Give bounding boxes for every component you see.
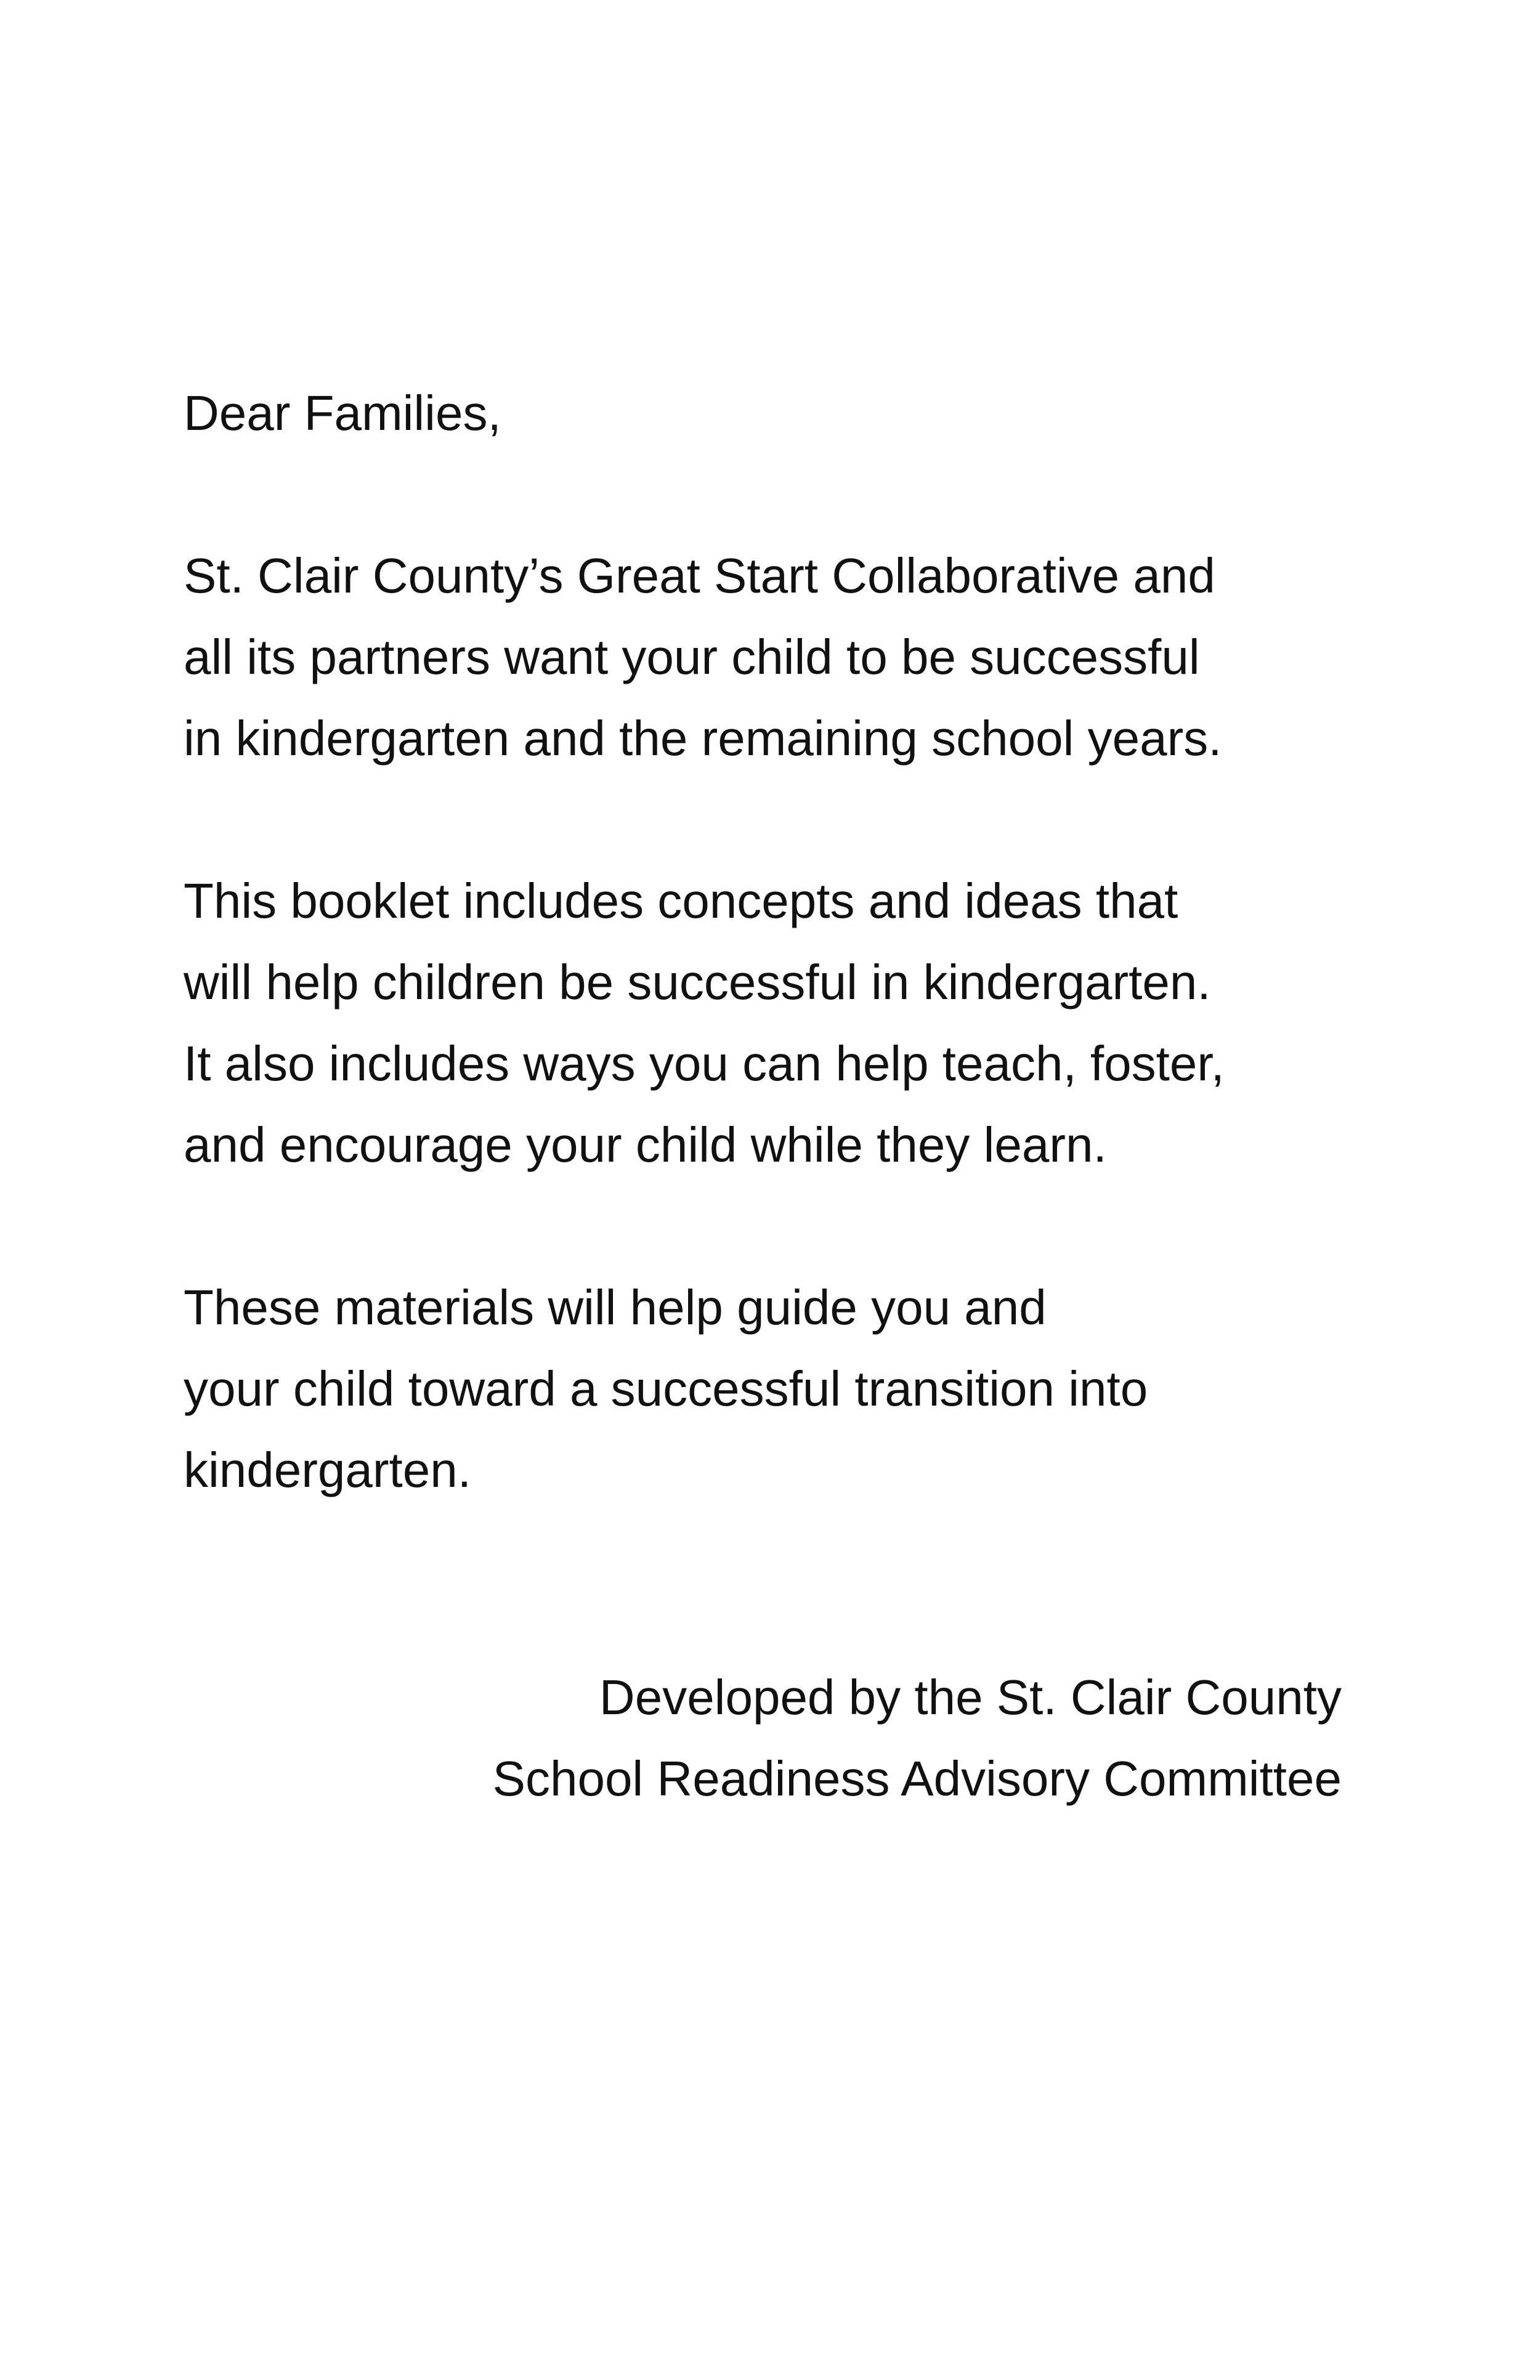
paragraph-line: and encourage your child while they learn. [184,1117,1107,1172]
paragraph-line: your child toward a successful transition into [184,1361,1148,1416]
paragraph-line: This booklet includes concepts and ideas that [184,873,1178,928]
paragraph-line: kindergarten. [184,1443,471,1497]
greeting: Dear Families, [184,386,501,440]
paragraph-booklet [184,860,1391,1186]
letter-body [184,373,1391,1511]
paragraph-line: will help children be successful in kindergarten. [184,955,1211,1010]
paragraph-line: St. Clair County’s Great Start Collaborative and [184,548,1215,603]
paragraph-materials [184,1267,1391,1511]
paragraph-intro [184,535,1391,779]
paragraph-line: These materials will help guide you and [184,1280,1047,1335]
signature-block [493,1657,1342,1819]
paragraph-line: It also includes ways you can help teach, foster, [184,1036,1225,1091]
signature-line-1: Developed by the St. Clair County [599,1670,1342,1725]
paragraph-line: in kindergarten and the remaining school years. [184,711,1222,766]
signature-line-2: School Readiness Advisory Committee [492,1751,1342,1806]
paragraph-line: all its partners want your child to be successful [184,629,1200,684]
